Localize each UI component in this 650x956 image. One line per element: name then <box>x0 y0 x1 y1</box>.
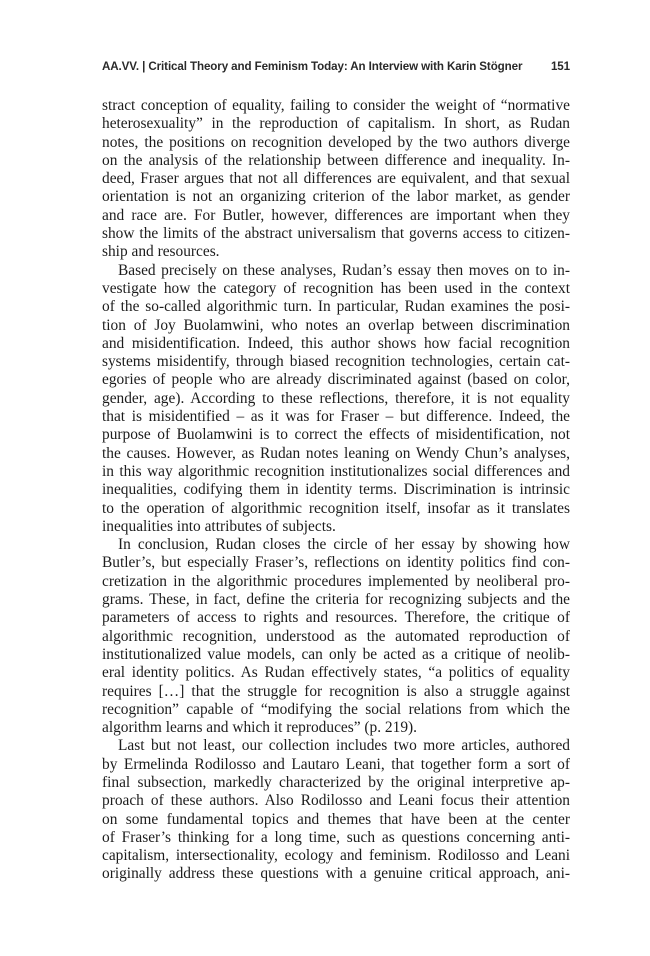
text-line: deed, Fraser argues that not all differences are equivalent, and that sexual <box>102 170 570 188</box>
text-line: systems misidentify, through biased recognition technologies, certain cat- <box>102 353 570 371</box>
text-line: notes, the positions on recognition developed by the two authors diverge <box>102 133 570 151</box>
text-line: in this way algorithmic recognition institutionalizes social differences and <box>102 462 570 480</box>
text-line: stract conception of equality, failing to consider the weight of “normative <box>102 97 570 114</box>
text-line: and race are. For Butler, however, differences are important when they <box>102 206 570 224</box>
text-line: capitalism, intersectionality, ecology and feminism. Rodilosso and Leani <box>102 847 570 865</box>
paragraph <box>102 737 570 883</box>
paragraph <box>102 262 570 536</box>
text-line: heterosexuality” in the reproduction of capitalism. In short, as Rudan <box>102 115 570 133</box>
text-line: parameters of access to rights and resources. Therefore, the critique of <box>102 609 570 627</box>
text-line: algorithm learns and which it reproduces” (p. 219). <box>102 719 417 737</box>
text-line: to the operation of algorithmic recognition itself, insofar as it translates <box>102 499 570 517</box>
text-line: Last but not least, our collection includes two more articles, authored <box>118 737 570 755</box>
running-title: AA.VV. | Critical Theory and Feminism Today: An Interview with Karin Stögner <box>102 60 523 73</box>
text-line: institutionalized value models, can only be acted as a critique of neolib- <box>102 645 570 663</box>
text-line: In conclusion, Rudan closes the circle of her essay by showing how <box>118 536 570 554</box>
text-line: purpose of Buolamwini is to correct the effects of misidentification, not <box>102 426 570 444</box>
text-line: requires […] that the struggle for recognition is also a struggle against <box>102 682 570 700</box>
text-line: final subsection, markedly characterized by the original interpretive ap- <box>102 773 570 791</box>
text-line: of the so-called algorithmic turn. In particular, Rudan examines the posi- <box>102 298 570 316</box>
text-line: inequalities, codifying them in identity terms. Discrimination is intrinsic <box>102 481 570 499</box>
paragraph <box>102 97 570 262</box>
text-line: the causes. However, as Rudan notes leaning on Wendy Chun’s analyses, <box>102 444 570 462</box>
page-number: 151 <box>550 60 570 73</box>
running-header <box>102 60 570 73</box>
text-line: on some fundamental topics and themes that have been at the center <box>102 810 570 828</box>
text-line: by Ermelinda Rodilosso and Lautaro Leani, that together form a sort of <box>102 755 570 773</box>
text-line: eral identity politics. As Rudan effectively states, “a politics of equality <box>102 664 570 682</box>
text-line: show the limits of the abstract universalism that governs access to citizen- <box>102 225 570 243</box>
text-line: vestigate how the category of recognition has been used in the context <box>102 279 570 297</box>
text-line: egories of people who are already discriminated against (based on color, <box>102 371 570 389</box>
text-line: cretization in the algorithmic procedures implemented by neoliberal pro- <box>102 572 570 590</box>
text-line: proach of these authors. Also Rodilosso and Leani focus their attention <box>102 792 570 810</box>
text-line: and misidentification. Indeed, this author shows how facial recognition <box>102 334 570 352</box>
text-line: Based precisely on these analyses, Rudan’s essay then moves on to in- <box>118 261 570 279</box>
text-line: orientation is not an organizing criterion of the labor market, as gender <box>102 188 570 206</box>
text-line: originally address these questions with a genuine critical approach, ani- <box>102 865 570 883</box>
text-line: Butler’s, but especially Fraser’s, reflections on identity politics find con- <box>102 554 570 572</box>
text-line: ship and resources. <box>102 243 220 261</box>
text-line: on the analysis of the relationship between difference and inequality. In- <box>102 151 570 169</box>
text-line: grams. These, in fact, define the criteria for recognizing subjects and the <box>102 591 570 609</box>
text-line: inequalities into attributes of subjects. <box>102 517 336 535</box>
text-line: that is misidentified – as it was for Fraser – but difference. Indeed, the <box>102 408 570 426</box>
paragraph <box>102 536 570 737</box>
text-line: of Fraser’s thinking for a long time, such as questions concerning anti- <box>102 828 570 846</box>
text-line: gender, age). According to these reflections, therefore, it is not equality <box>102 389 570 407</box>
text-line: recognition” capable of “modifying the social relations from which the <box>102 700 570 718</box>
body-text <box>102 97 570 884</box>
text-line: algorithmic recognition, understood as the automated reproduction of <box>102 627 570 645</box>
text-line: tion of Joy Buolamwini, who notes an overlap between discrimination <box>102 316 570 334</box>
